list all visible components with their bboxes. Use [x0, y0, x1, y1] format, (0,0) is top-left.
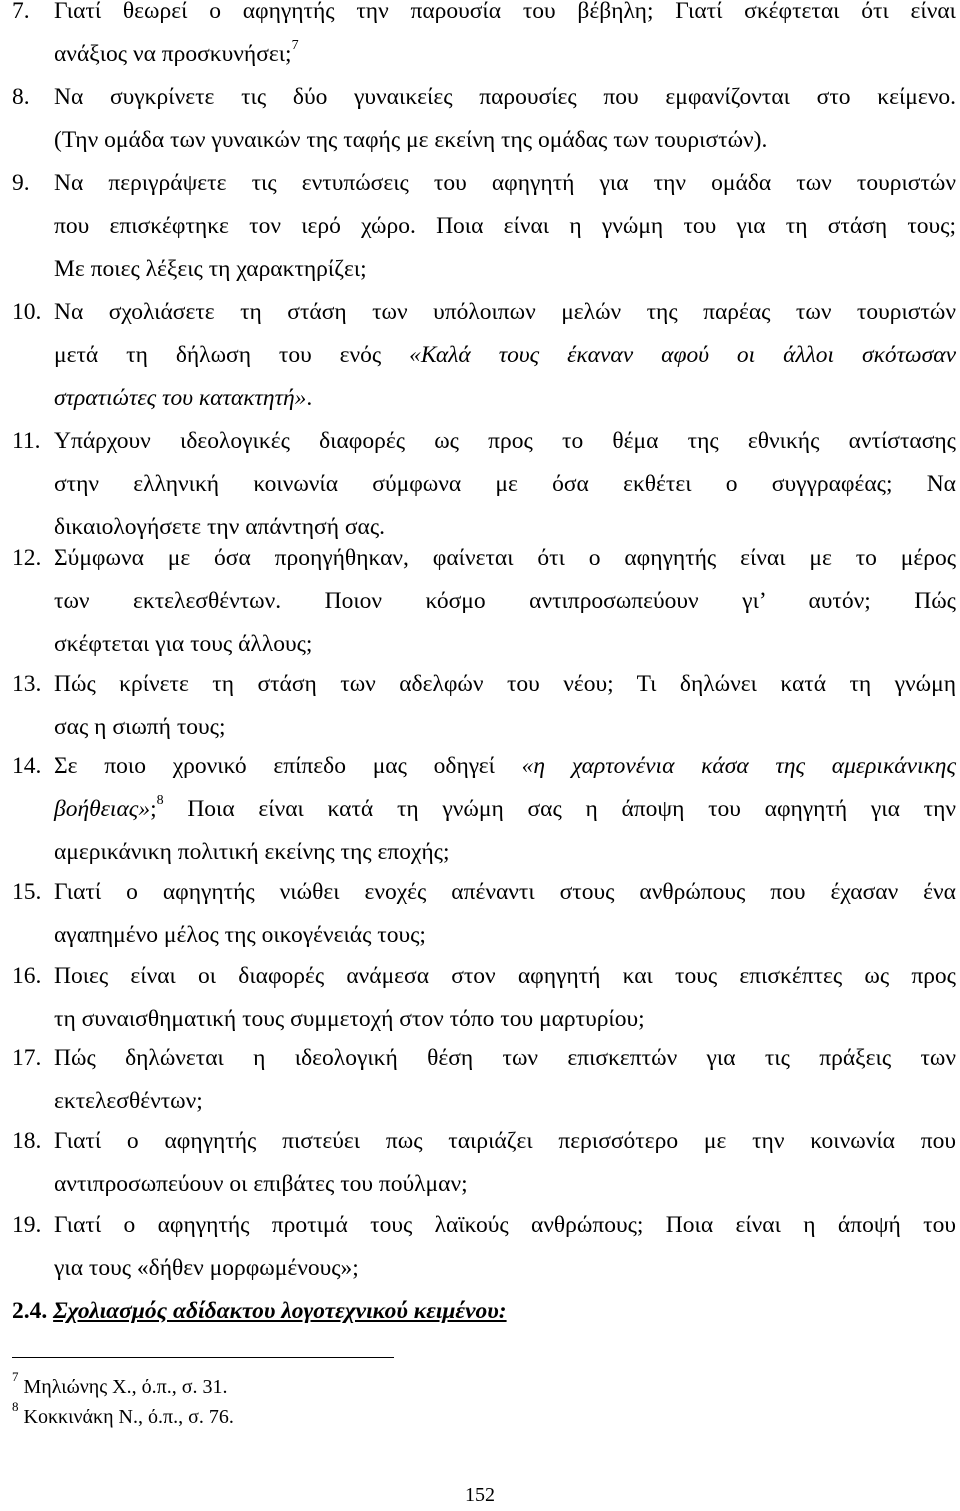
question-line: Να σχολιάσετε τη στάση των υπόλοιπων μελών της παρέας των τουριστών	[54, 299, 956, 325]
question-line-with-ref	[54, 33, 956, 76]
question-18	[12, 1120, 956, 1206]
question-19	[12, 1204, 956, 1290]
question-line: εκτελεσθέντων;	[54, 1088, 203, 1114]
question-number: 18.	[12, 1128, 42, 1154]
quoted-text: «η χαρτονένια κάσα της αμερικάνικης	[521, 753, 957, 779]
question-line: σκέφτεται για τους άλλους;	[54, 631, 313, 657]
question-8	[12, 76, 956, 162]
question-line: σας η σιωπή τους;	[54, 714, 226, 740]
footnote-divider	[12, 1357, 394, 1358]
question-line: των εκτελεσθέντων. Ποιον κόσμο αντιπροσωπεύουν γι’ αυτόν; Πώς	[54, 588, 956, 614]
footnote-text: Μηλιώνης Χ., ό.π., σ. 31.	[23, 1376, 228, 1398]
question-line: αμερικάνικη πολιτική εκείνης της εποχής;	[54, 839, 450, 865]
question-number: 19.	[12, 1212, 42, 1238]
footnote-ref: 8	[156, 793, 164, 809]
question-number: 17.	[12, 1045, 42, 1071]
footnote-8	[12, 1399, 234, 1430]
question-line: Πώς δηλώνεται η ιδεολογική θέση των επισκεπτών για τις πράξεις των	[54, 1045, 956, 1071]
question-16	[12, 955, 956, 1041]
question-text: Ποια είναι κατά τη γνώμη σας η άποψη του αφηγητή για την	[163, 796, 956, 822]
question-line: αντιπροσωπεύουν οι επιβάτες του πούλμαν;	[54, 1171, 468, 1197]
question-line	[54, 334, 956, 377]
question-number: 7.	[12, 0, 30, 24]
question-line: αγαπημένο μέλος της οικογένειάς τους;	[54, 922, 426, 948]
question-line: στην ελληνική κοινωνία σύμφωνα με όσα εκθέτει ο συγγραφέας; Να	[54, 471, 956, 497]
question-17	[12, 1037, 956, 1123]
quoted-text: βοήθειας»	[54, 796, 151, 822]
quoted-text: «Καλά τους έκαναν αφού οι άλλοι σκότωσαν	[409, 342, 956, 368]
question-number: 14.	[12, 753, 42, 779]
question-number: 12.	[12, 545, 42, 571]
question-line: Να συγκρίνετε τις δύο γυναικείες παρουσίες που εμφανίζονται στο κείμενο.	[54, 84, 956, 110]
question-line: τη συναισθηματική τους συμμετοχή στον τόπο του μαρτυρίου;	[54, 1006, 645, 1032]
question-10	[12, 291, 956, 420]
question-line: Πώς κρίνετε τη στάση των αδελφών του νέου; Τι δηλώνει κατά τη γνώμη	[54, 671, 956, 697]
section-number: 2.4.	[12, 1298, 48, 1324]
question-text: ;	[150, 796, 157, 822]
question-line: που επισκέφτηκε τον ιερό χώρο. Ποια είναι η γνώμη του για τη στάση τους;	[54, 213, 956, 239]
question-line	[54, 788, 956, 831]
question-number: 16.	[12, 963, 42, 989]
question-15	[12, 871, 956, 957]
question-number: 15.	[12, 879, 42, 905]
section-heading	[12, 1290, 507, 1333]
footnote-text: Κοκκινάκη Ν., ό.π., σ. 76.	[23, 1406, 234, 1428]
page-number: 152	[465, 1484, 495, 1506]
question-number: 10.	[12, 299, 42, 325]
question-12	[12, 537, 956, 666]
footnote-7	[12, 1369, 228, 1400]
question-line: Γιατί ο αφηγητής νιώθει ενοχές απέναντι στους ανθρώπους που έχασαν ένα	[54, 879, 956, 905]
question-line: για τους «δήθεν μορφωμένους»;	[54, 1255, 359, 1281]
quoted-text: στρατιώτες του κατακτητή»	[54, 385, 307, 411]
footnote-ref: 7	[291, 38, 299, 54]
question-line-text: ανάξιος να προσκυνήσει;	[54, 41, 292, 67]
question-number: 13.	[12, 671, 42, 697]
question-text: .	[306, 385, 313, 411]
question-line: Γιατί ο αφηγητής πιστεύει πως ταιριάζει περισσότερο με την κοινωνία που	[54, 1128, 956, 1154]
footnote-mark: 7	[12, 1369, 19, 1385]
question-line: δικαιολογήσετε την απάντησή σας.	[54, 514, 386, 540]
question-11	[12, 420, 956, 549]
question-line: Γιατί θεωρεί ο αφηγητής την παρουσία του βέβηλη; Γιατί σκέφτεται ότι είναι	[54, 0, 956, 24]
section-title: Σχολιασμός αδίδακτου λογοτεχνικού κειμένου:	[53, 1298, 507, 1324]
question-number: 9.	[12, 170, 30, 196]
question-line: Με ποιες λέξεις τη χαρακτηρίζει;	[54, 256, 367, 282]
question-number: 11.	[12, 428, 41, 454]
question-line: Σύμφωνα με όσα προηγήθηκαν, φαίνεται ότι ο αφηγητής είναι με το μέρος	[54, 545, 956, 571]
question-line: Υπάρχουν ιδεολογικές διαφορές ως προς το θέμα της εθνικής αντίστασης	[54, 428, 956, 454]
question-7	[12, 0, 956, 76]
question-line	[54, 745, 956, 788]
question-line: (Την ομάδα των γυναικών της ταφής με εκείνη της ομάδας των τουριστών).	[54, 127, 768, 153]
question-line: Γιατί ο αφηγητής προτιμά τους λαϊκούς ανθρώπους; Ποια είναι η άποψή του	[54, 1212, 956, 1238]
question-line: Ποιες είναι οι διαφορές ανάμεσα στον αφηγητή και τους επισκέπτες ως προς	[54, 963, 956, 989]
question-13	[12, 663, 956, 749]
question-line: Να περιγράψετε τις εντυπώσεις του αφηγητή για την ομάδα των τουριστών	[54, 170, 956, 196]
question-14	[12, 745, 956, 874]
question-line	[54, 377, 956, 420]
question-9	[12, 162, 956, 291]
question-text: μετά τη δήλωση του ενός	[54, 342, 410, 368]
question-text: Σε ποιο χρονικό επίπεδο μας οδηγεί	[54, 753, 522, 779]
question-number: 8.	[12, 84, 30, 110]
footnote-mark: 8	[12, 1399, 19, 1415]
